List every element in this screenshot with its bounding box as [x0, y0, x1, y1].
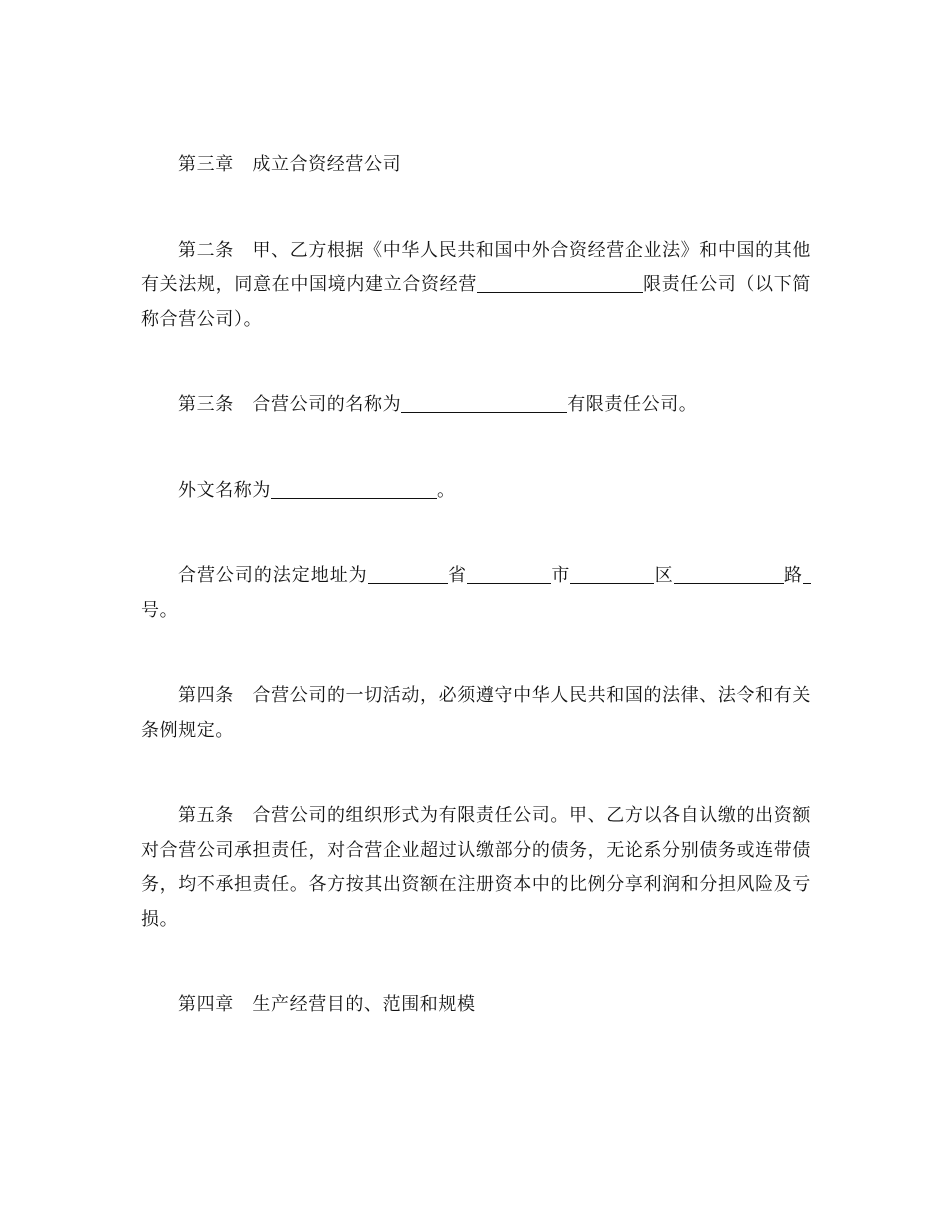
city-blank[interactable]: [467, 565, 551, 584]
foreign-name-line: [141, 474, 811, 509]
foreign-name-text-1: 外文名称为: [178, 479, 271, 501]
province-label: 省: [447, 565, 467, 586]
article-4: 第四条 合营公司的一切活动，必须遵守中华人民共和国的法律、法令和有关条例规定。: [141, 685, 811, 741]
number-label: 号。: [141, 599, 179, 621]
number-blank[interactable]: [803, 565, 811, 584]
article-2-text-2: 限责任公司（以下简称合营公司）。: [141, 274, 811, 330]
chapter-3-heading: 第三章 成立合资经营公司: [178, 154, 402, 175]
city-label: 市: [551, 565, 571, 586]
chapter-4-heading: 第四章 生产经营目的、范围和规模: [178, 994, 476, 1015]
article-3-text-1: 第三条 合营公司的名称为: [178, 394, 402, 415]
district-blank[interactable]: [570, 565, 654, 584]
foreign-name-blank[interactable]: [271, 480, 437, 499]
article-2: [141, 234, 811, 338]
company-name-blank[interactable]: [401, 394, 567, 413]
road-blank[interactable]: [674, 565, 784, 584]
company-type-blank[interactable]: [477, 274, 643, 293]
foreign-name-text-2: 。: [437, 479, 456, 501]
document-page: [141, 148, 811, 1023]
district-label: 区: [654, 565, 674, 586]
article-5: 第五条 合营公司的组织形式为有限责任公司。甲、乙方以各自认缴的出资额对合营公司承担责任，对合营企业超过认缴部分的债务，无论系分别债务或连带债务，均不承担责任。各方按其出资额在注册资本中的比例分享利润和分担风险及亏损。: [141, 805, 811, 930]
address-prefix: 合营公司的法定地址为: [178, 565, 368, 586]
road-label: 路: [783, 565, 804, 586]
article-2-text-1: 第二条 甲、乙方根据《中华人民共和国中外合资经营企业法》和中国的其他有关法规，同意在中国境内建立合资经营: [141, 239, 811, 295]
address-line: [141, 559, 811, 628]
article-3: [141, 388, 811, 423]
province-blank[interactable]: [368, 565, 448, 584]
article-3-text-2: 有限责任公司。: [567, 394, 698, 415]
